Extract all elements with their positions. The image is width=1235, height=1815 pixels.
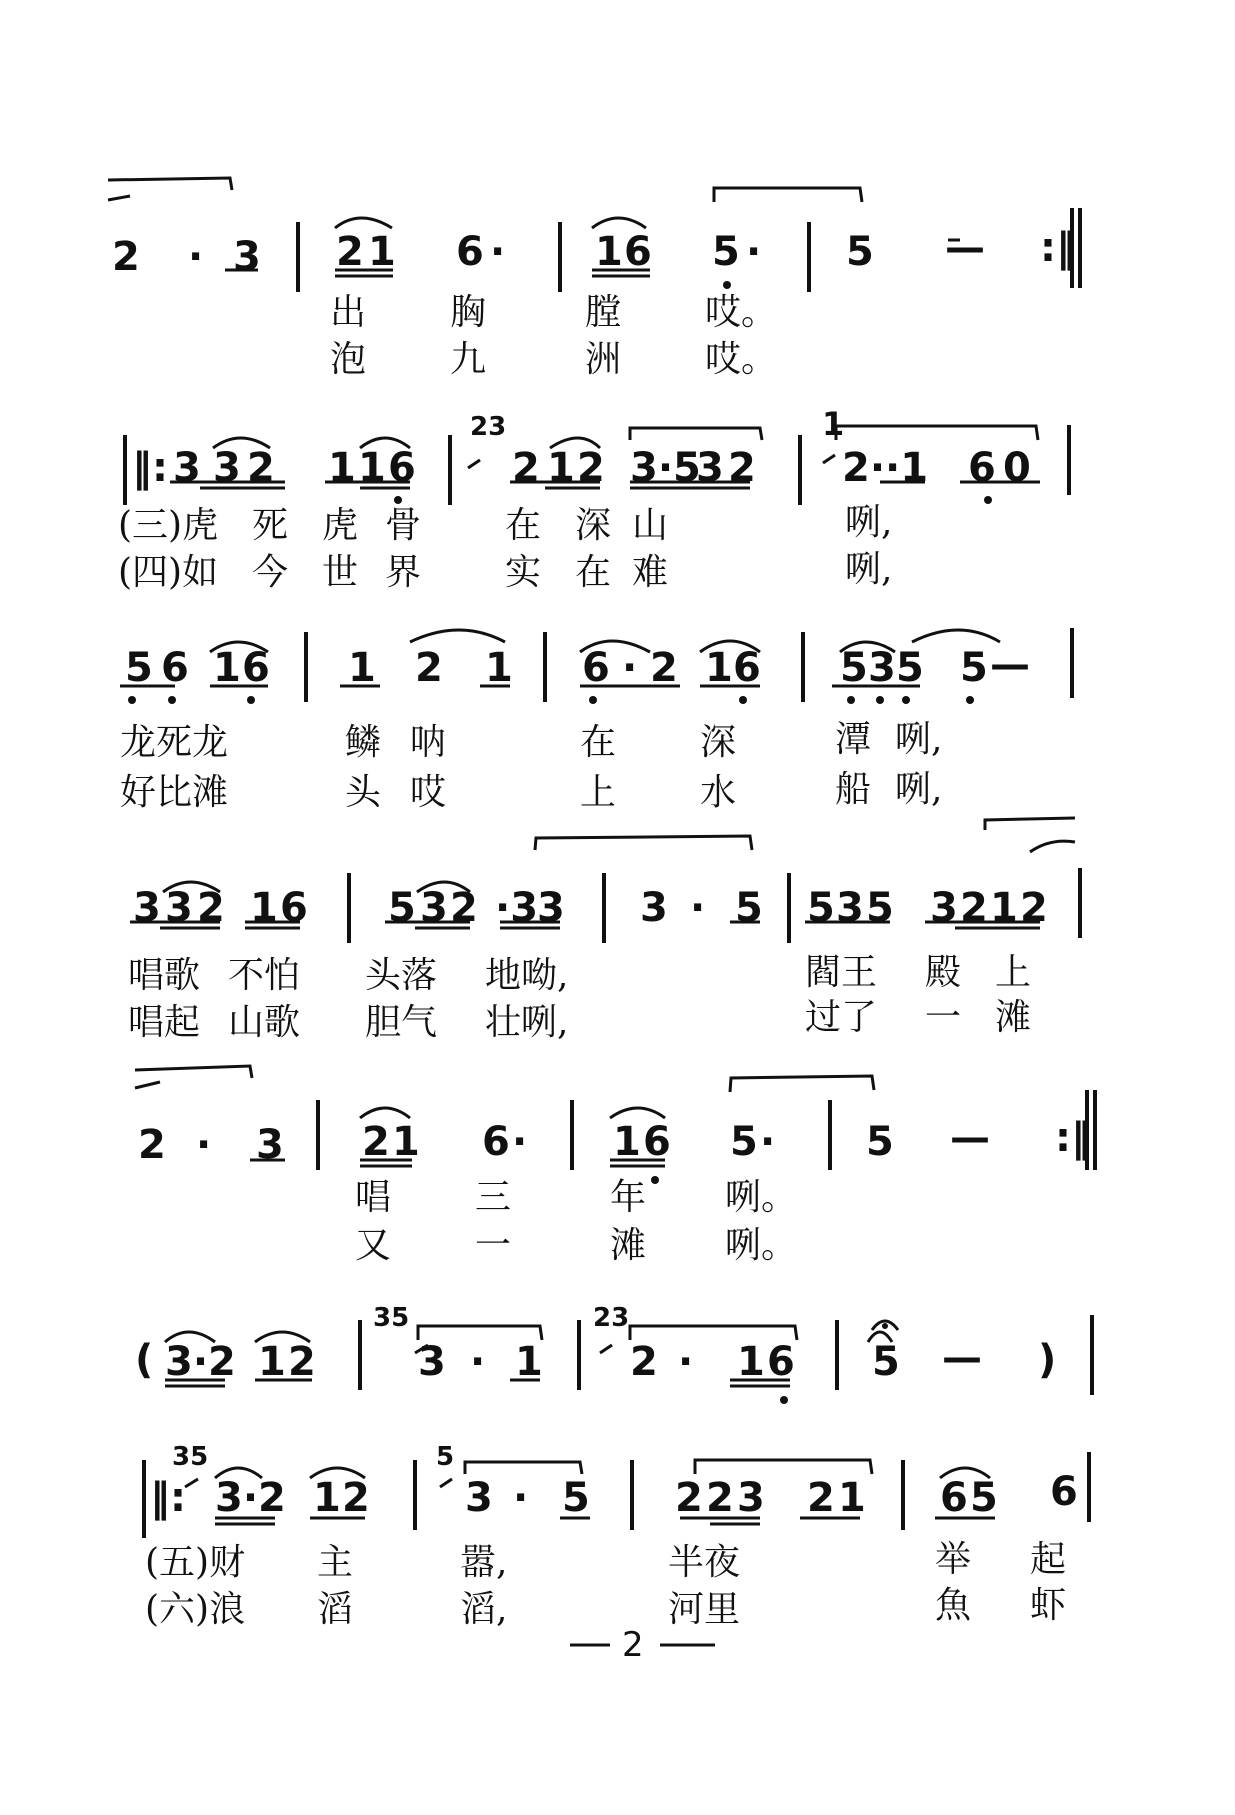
note: 3·2	[215, 1475, 286, 1521]
note: 3	[696, 445, 724, 491]
lyric: 骨	[385, 505, 422, 546]
barline	[347, 873, 351, 943]
note: 5	[896, 645, 924, 691]
note: ·3	[495, 885, 539, 931]
lyric: 膛	[585, 292, 622, 333]
note: 5	[866, 885, 894, 931]
note: 1	[485, 645, 513, 691]
note: 1	[250, 885, 278, 931]
note: 3	[537, 885, 565, 931]
note: 5	[562, 1475, 590, 1521]
note: 2	[650, 645, 678, 691]
note: ·	[678, 1339, 694, 1385]
note: 3	[737, 1475, 765, 1521]
note: 2	[197, 885, 225, 931]
note: 1	[705, 645, 733, 691]
lyric: 河里	[668, 1589, 741, 1630]
lyric: 虾	[1030, 1585, 1067, 1626]
lyric: 半夜	[668, 1542, 741, 1583]
barline	[798, 435, 802, 505]
lyric: 咧,	[895, 769, 943, 810]
note: 2	[675, 1475, 703, 1521]
note: 6	[242, 645, 270, 691]
note: 3	[165, 885, 193, 931]
note: 2	[706, 1475, 734, 1521]
lyric: 咧。	[725, 1177, 798, 1218]
note: 6	[1050, 1469, 1078, 1515]
note: 5	[125, 645, 153, 691]
lyric: 九	[450, 339, 487, 380]
lyric: 山歌	[228, 1002, 301, 1043]
barline	[835, 1320, 839, 1390]
lyric: (三)虎	[118, 505, 219, 546]
note: 5	[970, 1475, 998, 1521]
lyric: 在	[505, 505, 542, 546]
lyric: 主	[317, 1542, 354, 1583]
lyric: 唱起	[128, 1002, 201, 1043]
note: 1	[392, 1119, 420, 1165]
lyric: 死	[252, 505, 289, 546]
note: 5	[840, 645, 868, 691]
note: 1	[595, 229, 623, 275]
note: 6	[733, 645, 761, 691]
note: 2	[577, 445, 605, 491]
note: 6	[456, 229, 484, 275]
lyric: 胸	[450, 292, 487, 333]
lyric: 滩	[610, 1225, 647, 1266]
lyric: 好比滩	[120, 772, 229, 813]
note: 6	[643, 1119, 671, 1165]
note: 6	[940, 1475, 968, 1521]
note: 6	[624, 229, 652, 275]
lyric: (五)财	[145, 1542, 246, 1583]
note: 2	[362, 1119, 390, 1165]
note: 2	[138, 1122, 166, 1168]
page-number: 2	[622, 1625, 644, 1665]
lyric: 呐	[410, 722, 447, 763]
lyric: 龙死龙	[120, 722, 229, 763]
note: 3	[868, 645, 896, 691]
lyric: 年	[610, 1177, 647, 1218]
note: 1	[348, 645, 376, 691]
note: ·	[470, 1339, 486, 1385]
note: —	[942, 1335, 982, 1381]
grace-notes: 35	[373, 1303, 410, 1333]
note: 5	[807, 885, 835, 931]
barline	[630, 1460, 634, 1530]
barline	[448, 435, 452, 505]
start-repeat: ‖:	[132, 445, 168, 491]
lyric: 上	[995, 952, 1032, 993]
note: 1	[838, 1475, 866, 1521]
barline	[1078, 868, 1082, 938]
note: 5	[388, 885, 416, 931]
barline	[828, 1100, 832, 1170]
note: —	[950, 1115, 990, 1161]
lyric: 今	[252, 552, 289, 593]
lyric: 起	[1030, 1539, 1067, 1580]
barline	[1070, 628, 1074, 698]
lyric: 又	[355, 1225, 392, 1266]
note: 5	[730, 1119, 758, 1165]
barline	[570, 1100, 574, 1170]
lyric: 壮咧,	[485, 1002, 569, 1043]
note: 1	[213, 645, 241, 691]
lyric: 出	[330, 292, 367, 333]
end-repeat-barline	[1093, 1090, 1097, 1170]
lyric: (四)如	[118, 552, 219, 593]
barline	[807, 222, 811, 292]
lyric: (六)浪	[145, 1589, 246, 1630]
note: —	[990, 642, 1030, 688]
lyric: 魚	[935, 1585, 972, 1626]
note: 5	[735, 885, 763, 931]
lyric: 哎。	[705, 339, 778, 380]
lyric: 山	[632, 505, 669, 546]
lyric: 洲	[585, 339, 622, 380]
barline	[543, 632, 547, 702]
open-paren: (	[135, 1337, 154, 1383]
lyric: 閻王	[805, 952, 878, 993]
lyric: 过了	[805, 997, 878, 1038]
repeat-dots: :‖	[1040, 225, 1076, 271]
note: ·	[746, 229, 762, 275]
lyric: 世	[322, 552, 359, 593]
grace-notes: 23	[593, 1303, 630, 1333]
note: 6	[582, 645, 610, 691]
end-repeat-barline	[1078, 208, 1082, 288]
note: 2	[728, 445, 756, 491]
note: 1	[547, 445, 575, 491]
note: 3	[233, 234, 261, 280]
lyric: 潭	[835, 719, 872, 760]
barline	[296, 222, 300, 292]
note: 1	[258, 1339, 286, 1385]
note: 6	[388, 445, 416, 491]
note: ·	[690, 885, 706, 931]
lyric: 咧,	[895, 719, 943, 760]
note: 3	[465, 1475, 493, 1521]
barline	[316, 1100, 320, 1170]
lyric: 界	[385, 552, 422, 593]
lyric: 一	[475, 1225, 512, 1266]
lyric: 实	[505, 552, 542, 593]
note: 2	[336, 229, 364, 275]
lyric: 在	[580, 722, 617, 763]
note: 3	[836, 885, 864, 931]
lyric: 殿	[925, 952, 962, 993]
lyric: 船	[835, 769, 872, 810]
barline	[787, 873, 791, 943]
lyric: 唱歌	[128, 955, 201, 996]
note: ·	[512, 1119, 528, 1165]
close-paren: )	[1038, 1337, 1057, 1383]
note: 1	[515, 1339, 543, 1385]
barline	[304, 632, 308, 702]
note: 3	[133, 885, 161, 931]
note: ·	[622, 645, 638, 691]
note: 3	[173, 445, 201, 491]
lyric: 咧,	[845, 502, 893, 543]
note: 5	[846, 229, 874, 275]
lyric: 深	[575, 505, 612, 546]
start-repeat: ‖:	[150, 1475, 186, 1521]
lyric: 地呦,	[485, 955, 569, 996]
lyric: 不怕	[228, 955, 301, 996]
note: ·	[490, 229, 506, 275]
note: 2	[112, 234, 140, 280]
note: 6	[767, 1339, 795, 1385]
note: 6	[968, 445, 996, 491]
lyric: 哎。	[705, 292, 778, 333]
note: 1	[313, 1475, 341, 1521]
note: 2	[960, 885, 988, 931]
barline	[1090, 1315, 1094, 1395]
note: ·	[513, 1475, 529, 1521]
lyric: 咧,	[845, 549, 893, 590]
note: 1	[358, 445, 386, 491]
note: 2	[288, 1339, 316, 1385]
note: 2	[247, 445, 275, 491]
lyric: 滔,	[460, 1589, 508, 1630]
note: ·	[196, 1122, 212, 1168]
note: 2	[807, 1475, 835, 1521]
note: 3	[256, 1122, 284, 1168]
lyric: 水	[700, 772, 737, 813]
lyric: 哎	[410, 772, 447, 813]
note: 3	[420, 885, 448, 931]
lyric: 一	[925, 997, 962, 1038]
lyric: 头落	[365, 955, 438, 996]
lyric: 泡	[330, 339, 367, 380]
note: 5	[960, 645, 988, 691]
lyric: 鳞	[345, 722, 382, 763]
note: 2··1	[842, 445, 929, 491]
note: 5	[866, 1119, 894, 1165]
note: 5	[712, 229, 740, 275]
note: 3	[213, 445, 241, 491]
note: 3·5	[630, 445, 701, 491]
lyric: 三	[475, 1177, 512, 1218]
note: 2	[1020, 885, 1048, 931]
lyric: 滔	[317, 1589, 354, 1630]
grace-notes: 35	[172, 1442, 209, 1472]
note: 1	[737, 1339, 765, 1385]
note: 1	[328, 445, 356, 491]
barline	[558, 222, 562, 292]
note: 2	[415, 645, 443, 691]
note: 1	[613, 1119, 641, 1165]
note: 0	[1003, 445, 1031, 491]
note: 3·2	[165, 1339, 236, 1385]
lyric: 在	[575, 552, 612, 593]
note: 2	[450, 885, 478, 931]
repeat-dots: :‖	[1055, 1115, 1091, 1161]
lyric: 虎	[322, 505, 359, 546]
note: ·	[188, 234, 204, 280]
note: —	[945, 225, 985, 271]
barline	[901, 1460, 905, 1530]
note: 3	[418, 1339, 446, 1385]
note: ·	[760, 1119, 776, 1165]
note: 5	[872, 1339, 900, 1385]
lyric: 深	[700, 722, 737, 763]
note: 6	[161, 645, 189, 691]
lyric: 嚣,	[460, 1542, 508, 1583]
start-repeat-barline	[123, 435, 127, 505]
lyric: 头	[345, 772, 382, 813]
note: 6	[280, 885, 308, 931]
note: 1	[990, 885, 1018, 931]
lyric: 胆气	[365, 1002, 438, 1043]
barline	[1087, 1452, 1091, 1522]
grace-notes: 23	[470, 412, 507, 442]
note: 3	[930, 885, 958, 931]
grace-notes: 5	[436, 1442, 455, 1472]
note: 3	[640, 885, 668, 931]
lyric: 难	[632, 552, 669, 593]
barline	[1067, 425, 1071, 495]
start-repeat-barline	[142, 1460, 146, 1538]
note: 2	[512, 445, 540, 491]
note: 2	[630, 1339, 658, 1385]
lyric: 上	[580, 772, 617, 813]
note: 6	[482, 1119, 510, 1165]
lyric: 滩	[995, 997, 1032, 1038]
note: 2	[342, 1475, 370, 1521]
barline	[413, 1460, 417, 1530]
lyric: 咧。	[725, 1225, 798, 1266]
barline	[358, 1320, 362, 1390]
lyric: 举	[935, 1539, 972, 1580]
barline	[801, 632, 805, 702]
grace-notes: 1	[822, 405, 845, 443]
barline	[602, 873, 606, 943]
barline	[577, 1320, 581, 1390]
lyric: 唱	[355, 1177, 392, 1218]
note: 1	[368, 229, 396, 275]
